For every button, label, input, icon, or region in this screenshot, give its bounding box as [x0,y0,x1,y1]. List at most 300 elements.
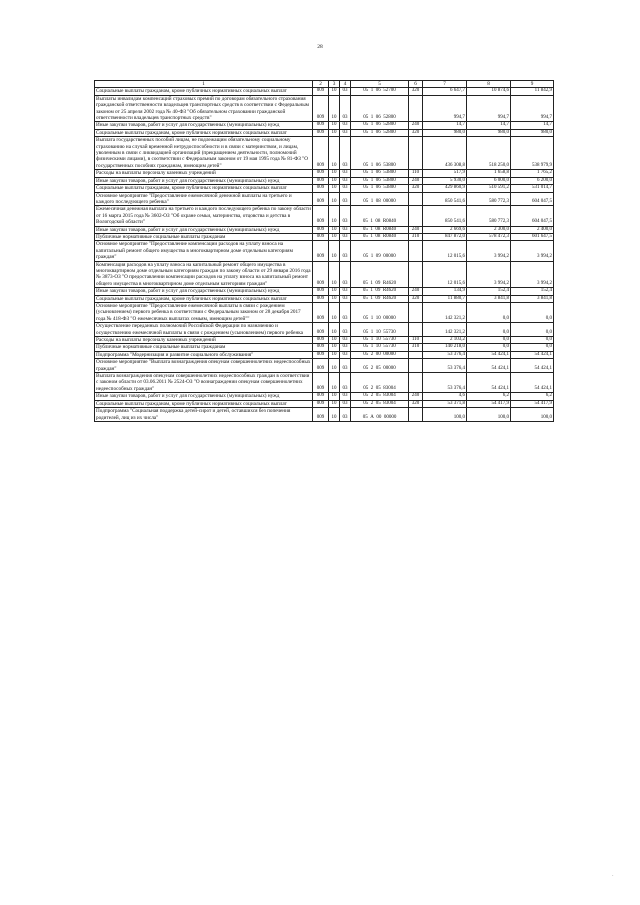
row-description: Иные закупки товаров, работ и услуг для государственных (муниципальных) нужд [95,177,313,184]
subsection-code: 03 [340,206,351,226]
expense-type-code [409,137,423,170]
section-code: 10 [329,170,340,177]
target-code-part: 1 [370,219,373,225]
amount-year-1: 6 647,7 [423,88,467,95]
target-code-part: 2 [370,365,374,371]
target-code-part: 53800 [383,177,396,183]
amount-year-1: 850 541,6 [423,206,467,226]
target-code-part: 09 [375,280,381,286]
target-article-code [351,351,409,358]
target-code-part: 2 [370,385,374,391]
target-code-part: 1 [370,315,374,321]
target-code-part: 53800 [383,170,396,176]
amount-year-1: 53 371,8 [423,400,467,407]
target-code-part: 05 [375,365,381,371]
amount-year-3: 54 424,1 [511,351,554,358]
subsection-code: 03 [340,261,351,288]
section-code: 10 [329,206,340,226]
amount-year-3: 0,0 [511,303,554,323]
col-header-8: 8 [467,81,511,88]
amount-year-3: 2 400,0 [511,226,554,233]
expense-type-code [409,303,423,323]
table-row [95,192,554,206]
section-code: 10 [329,261,340,288]
target-code-part: 06 [375,115,381,121]
target-code-part: 05 [363,344,369,350]
target-code-part: 2 [370,400,374,406]
target-code-part: 53800 [383,185,396,191]
row-description: Иные закупки товаров, работ и услуг для государственных (муниципальных) нужд [95,122,313,129]
ministry-code: 009 [313,170,329,177]
target-code-part: 05 [375,400,381,406]
amount-year-3: 0,0 [511,344,554,351]
target-code-part: 05 [363,400,369,406]
amount-year-3: 1 765,2 [511,170,554,177]
amount-year-2: 0,0 [467,303,511,323]
target-code-part: 06 [375,162,381,168]
target-code-part: 1 [370,344,374,350]
amount-year-3: 100,0 [511,408,554,422]
target-article-code [351,192,409,206]
amount-year-3: 6,2 [511,393,554,400]
target-code-part: 1 [370,233,373,239]
expense-type-code: 310 [409,233,423,240]
ministry-code: 009 [313,359,329,373]
target-code-part: 2 [370,351,374,357]
subsection-code: 03 [340,241,351,261]
expense-type-code: 110 [409,337,423,344]
ministry-code: 009 [313,337,329,344]
subsection-code: 03 [340,226,351,233]
table-row [95,344,554,351]
table-row [95,88,554,95]
target-code-part: 05 [363,337,369,343]
expense-type-code [409,261,423,288]
ministry-code: 009 [313,122,329,129]
amount-year-2: 100,0 [467,408,511,422]
target-code-part: 05 [363,393,369,399]
target-code-part: 00000 [383,254,396,260]
section-code: 10 [329,373,340,393]
amount-year-3: 604 047,5 [511,192,554,206]
ministry-code: 009 [313,323,329,337]
target-article-code [351,95,409,122]
target-code-part: 05 [362,226,368,232]
amount-year-2: 152,4 [467,288,511,295]
amount-year-3: 980,0 [511,129,554,136]
table-row [95,261,554,288]
target-code-part: 1 [370,295,373,301]
target-code-part: 05 [362,280,368,286]
row-description: Иные закупки товаров, работ и услуг для государственных (муниципальных) нужд [95,288,313,295]
table-row [95,303,554,323]
amount-year-3: 538 979,9 [511,137,554,170]
expense-type-code: 320 [409,129,423,136]
target-code-part: 55730 [383,337,396,343]
target-article-code [351,88,409,95]
ministry-code: 009 [313,288,329,295]
subsection-code: 03 [340,408,351,422]
table-row [95,206,554,226]
section-code: 10 [329,295,340,302]
table-row [95,295,554,302]
section-code: 10 [329,122,340,129]
ministry-code: 009 [313,137,329,170]
row-description: Социальные выплаты гражданам, кроме публичных нормативных социальных выплат [95,129,313,136]
target-code-part: 00000 [383,315,396,321]
target-article-code [351,170,409,177]
target-code-part: 1 [370,129,374,135]
target-code-part: 1 [370,162,374,168]
amount-year-1: 140 218,0 [423,344,467,351]
target-code-part: 05 [375,385,381,391]
section-code: 10 [329,177,340,184]
amount-year-1: 100,0 [423,408,467,422]
amount-year-1: 2 669,6 [423,226,467,233]
table-row [95,177,554,184]
row-description: Социальные выплаты гражданам, кроме публичных нормативных социальных выплат [95,185,313,192]
amount-year-2: 0,0 [467,323,511,337]
ministry-code: 009 [313,192,329,206]
target-code-part: 06 [375,185,381,191]
ministry-code: 009 [313,408,329,422]
target-article-code [351,177,409,184]
amount-year-1: 847 872,0 [423,233,467,240]
amount-year-2: 0,0 [467,344,511,351]
expense-type-code [409,206,423,226]
expense-type-code: 240 [409,226,423,233]
amount-year-1: 53 376,4 [423,373,467,393]
section-code: 10 [329,241,340,261]
expense-type-code: 320 [409,400,423,407]
row-description: Подпрограмма "Модернизация и развитие социального обслуживания" [95,351,313,358]
col-header-2: 2 [313,81,329,88]
ministry-code: 009 [313,226,329,233]
target-article-code [351,241,409,261]
table-row [95,400,554,407]
amount-year-1: 134,9 [423,288,467,295]
target-code-part: 53800 [383,162,396,168]
section-code: 10 [329,323,340,337]
amount-year-2: 3 841,8 [467,295,511,302]
row-description: Расходы на выплаты персоналу казенных учреждений [95,170,313,177]
target-code-part: 1 [370,198,374,204]
subsection-code: 03 [340,359,351,373]
ministry-code: 009 [313,129,329,136]
amount-year-2: 6,2 [467,393,511,400]
target-code-part: 08 [375,226,381,232]
subsection-code: 03 [340,170,351,177]
target-code-part: R4620 [382,280,397,286]
target-article-code [351,226,409,233]
target-code-part: 1 [370,254,374,260]
target-code-part: R0840 [382,226,397,232]
target-code-part: 05 [363,185,369,191]
amount-year-3: 54 417,9 [511,400,554,407]
amount-year-1: 436 308,8 [423,137,467,170]
ministry-code: 009 [313,400,329,407]
target-article-code [351,295,409,302]
target-code-part: 08 [375,233,381,239]
amount-year-3: 3 841,8 [511,295,554,302]
target-code-part: 08 [375,219,381,225]
amount-year-1: 429 860,9 [423,185,467,192]
subsection-code: 03 [340,95,351,122]
table-row [95,233,554,240]
table-row [95,337,554,344]
table-row [95,185,554,192]
target-code-part: 05 [363,170,369,176]
section-code: 10 [329,344,340,351]
target-code-part: 05 [363,254,369,260]
target-code-part: 05 [363,88,369,94]
section-code: 10 [329,88,340,95]
budget-table [94,80,554,422]
target-code-part: R4620 [382,288,397,294]
expense-type-code: 240 [409,122,423,129]
target-article-code [351,137,409,170]
row-description: Осуществление переданных полномочий Российской Федерации по назначению и осуществлению ежемесячной выплаты в связи с рождением (усыновлением) первого ребенка [95,323,313,337]
target-article-code [351,344,409,351]
table-row [95,95,554,122]
target-code-part: R0840 [382,219,397,225]
target-code-part: 00000 [383,414,397,420]
target-code-part: 1 [370,337,374,343]
expense-type-code: 240 [409,393,423,400]
ministry-code: 009 [313,206,329,226]
target-code-part: 1 [370,280,373,286]
table-row [95,122,554,129]
expense-type-code: 320 [409,185,423,192]
target-code-part: 55730 [383,329,396,335]
target-code-part: 05 [362,295,368,301]
amount-year-1: 5 930,0 [423,177,467,184]
target-code-part: 05 [362,219,368,225]
target-article-code [351,408,409,422]
amount-year-1: 142 321,2 [423,323,467,337]
target-code-part: 05 [363,351,369,357]
table-body [95,88,554,422]
row-description: Выплаты инвалидам компенсаций страховых премий по договорам обязательного страхования гражданской ответственности владельцев транспортных средств в соответствии с Федеральным законом от 25 апреля 2002 года № 40-ФЗ "Об обязательном страховании гражданской ответственности владельцев транспортных средств" [95,95,313,122]
target-code-part: 83004 [383,393,396,399]
section-code: 10 [329,337,340,344]
target-code-part: 05 [362,288,368,294]
table-row [95,373,554,393]
row-description: Расходы на выплаты персоналу казенных учреждений [95,337,313,344]
target-code-part: 00 [376,414,382,420]
target-code-part: 00000 [383,351,396,357]
ministry-code: 009 [313,233,329,240]
amount-year-1: 4,6 [423,393,467,400]
expense-type-code: 320 [409,295,423,302]
target-article-code [351,400,409,407]
ministry-code: 009 [313,303,329,323]
amount-year-1: 980,0 [423,129,467,136]
expense-type-code: 240 [409,177,423,184]
ministry-code: 009 [313,241,329,261]
target-code-part: R4620 [382,295,397,301]
ministry-code: 009 [313,351,329,358]
row-description: Социальные выплаты гражданам, кроме публичных нормативных социальных выплат [95,88,313,95]
target-code-part: 05 [362,414,368,420]
section-code: 10 [329,288,340,295]
amount-year-2: 10 874,6 [467,88,511,95]
amount-year-1: 994,7 [423,95,467,122]
amount-year-2: 578 472,3 [467,233,511,240]
subsection-code: 03 [340,393,351,400]
target-code-part: 1 [370,226,373,232]
amount-year-1: 53 376,4 [423,359,467,373]
subsection-code: 03 [340,400,351,407]
row-description: Иные закупки товаров, работ и услуг для государственных (муниципальных) нужд [95,226,313,233]
target-article-code [351,288,409,295]
amount-year-2: 518 250,0 [467,137,511,170]
amount-year-3: 6 200,0 [511,177,554,184]
table-row [95,359,554,373]
amount-year-1: 2 103,2 [423,337,467,344]
table-row [95,137,554,170]
col-header-4: 4 [340,81,351,88]
target-code-part: 2 [370,393,374,399]
ministry-code: 009 [313,185,329,192]
target-code-part: 52700 [383,88,396,94]
subsection-code: 03 [340,122,351,129]
target-code-part: 00 [375,351,381,357]
amount-year-3: 0,0 [511,323,554,337]
expense-type-code [409,95,423,122]
amount-year-2: 6 000,0 [467,177,511,184]
expense-type-code [409,359,423,373]
subsection-code: 03 [340,295,351,302]
col-header-6: 6 [409,81,423,88]
subsection-code: 03 [340,337,351,344]
row-description: Выплата государственных пособий лицам, не подлежащим обязательному социальному страхованию на случай временной нетрудоспособности и в связи с материнством, и лицам, уволенным в связи с ликвидацией организаций (прекращением деятельности, полномочий физическими лицами), в соответствии с Федеральным законом от 19 мая 1995 года № 81-ФЗ "О государственных пособиях гражданам, имеющим детей" [95,137,313,170]
target-article-code [351,261,409,288]
subsection-code: 03 [340,323,351,337]
amount-year-3: 994,7 [511,95,554,122]
target-code-part: 83004 [383,400,396,406]
amount-year-3: 54 424,1 [511,373,554,393]
col-header-3: 3 [329,81,340,88]
target-code-part: А [370,414,374,420]
target-code-part: 05 [363,385,369,391]
row-description: Ежемесячная денежная выплата на третьего и каждого последующего ребенка по закону области от 16 марта 2015 года № 3602-ОЗ "Об охране семьи, материнства, отцовства и детства в Вологодской области" [96,206,311,226]
target-code-part: 10 [375,329,381,335]
expense-type-code [409,351,423,358]
target-code-part: 1 [370,115,374,121]
subsection-code: 03 [340,233,351,240]
amount-year-1: 142 321,2 [423,303,467,323]
table-row [95,241,554,261]
target-article-code [351,393,409,400]
subsection-code: 03 [340,137,351,170]
page-number: 28 [317,44,323,50]
ministry-code: 009 [313,261,329,288]
subsection-code: 03 [340,129,351,136]
section-code: 10 [329,137,340,170]
row-description: Компенсация расходов на уплату взноса на капитальный ремонт общего имущества в многоквартирном доме отдельным категориям граждан по закону области от 29 января 2016 года № 3873-ОЗ "О предоставлении компенсации расходов на уплату взноса на капитальный ремонт общего имущества в многоквартирном доме отдельным категориям граждан" [96,261,311,287]
ministry-code: 009 [313,295,329,302]
target-code-part: 06 [375,170,381,176]
target-code-part: 00000 [383,365,396,371]
corner-mark: · [612,874,614,879]
table-row [95,323,554,337]
row-description: Публичные нормативные социальные выплаты гражданам [95,344,313,351]
target-code-part: 10 [375,315,381,321]
ministry-code: 009 [313,393,329,400]
target-code-part: 10 [375,337,381,343]
amount-year-1: 11 880,7 [423,295,467,302]
row-description: Основное мероприятие "Предоставление компенсации расходов на уплату взноса на капитальный ремонт общего имущества в многоквартирном доме отдельным категориям граждан" [95,241,313,261]
ministry-code: 009 [313,95,329,122]
amount-year-3: 0,0 [511,337,554,344]
row-description: Публичные нормативные социальные выплаты гражданам [95,233,313,240]
target-code-part: 1 [370,122,374,128]
section-code: 10 [329,226,340,233]
expense-type-code [409,323,423,337]
expense-type-code: 320 [409,88,423,95]
row-description: Социальные выплаты гражданам, кроме публичных нормативных социальных выплат [95,295,313,302]
target-article-code [351,129,409,136]
table-row [95,129,554,136]
table-row [95,408,554,422]
amount-year-1: 14,7 [423,122,467,129]
amount-year-3: 601 647,5 [511,233,554,240]
target-code-part: 05 [363,115,369,121]
section-code: 10 [329,95,340,122]
row-description: Основное мероприятие "Выплата вознаграждения опекунам совершеннолетних недееспособных граждан" [95,359,313,373]
section-code: 10 [329,393,340,400]
ministry-code: 009 [313,344,329,351]
amount-year-1: 12 015,6 [423,261,467,288]
row-description: Основное мероприятие "Предоставление ежемесячной денежной выплаты на третьего и каждого последующего ребенка" [95,192,313,206]
target-code-part: 52800 [383,129,396,135]
section-code: 10 [329,408,340,422]
target-code-part: 05 [363,365,369,371]
target-article-code [351,303,409,323]
expense-type-code: 310 [409,344,423,351]
ministry-code: 009 [313,177,329,184]
col-header-7: 7 [423,81,467,88]
target-code-part: 52800 [383,122,396,128]
target-article-code [351,122,409,129]
target-code-part: 06 [375,88,381,94]
amount-year-3: 11 842,9 [511,88,554,95]
amount-year-2: 580 772,3 [467,206,511,226]
section-code: 10 [329,233,340,240]
amount-year-2: 54 424,1 [467,373,511,393]
target-code-part: 1 [370,288,373,294]
target-code-part: 1 [370,88,374,94]
section-code: 10 [329,185,340,192]
col-header-9: 9 [511,81,554,88]
amount-year-3: 54 424,1 [511,359,554,373]
amount-year-2: 580 772,3 [467,192,511,206]
target-code-part: 06 [375,129,381,135]
target-article-code [351,206,409,226]
amount-year-2: 54 424,1 [467,351,511,358]
target-code-part: 1 [370,177,374,183]
target-code-part: 1 [370,185,374,191]
target-code-part: 06 [375,122,381,128]
row-description: Выплата вознаграждения опекунам совершеннолетних недееспособных граждан в соответствии с законом области от 03.06.2011 № 2524-ОЗ "О вознаграждении опекунам совершеннолетних недееспособных граждан" [95,373,313,393]
expense-type-code [409,192,423,206]
target-code-part: 83004 [383,385,396,391]
amount-year-1: 53 376,4 [423,351,467,358]
row-description: Подпрограмма "Социальная поддержка детей-сирот и детей, оставшихся без попечения родителей, лиц из их числа" [95,408,313,422]
target-code-part: 05 [363,177,369,183]
target-code-part: 55730 [383,344,396,350]
